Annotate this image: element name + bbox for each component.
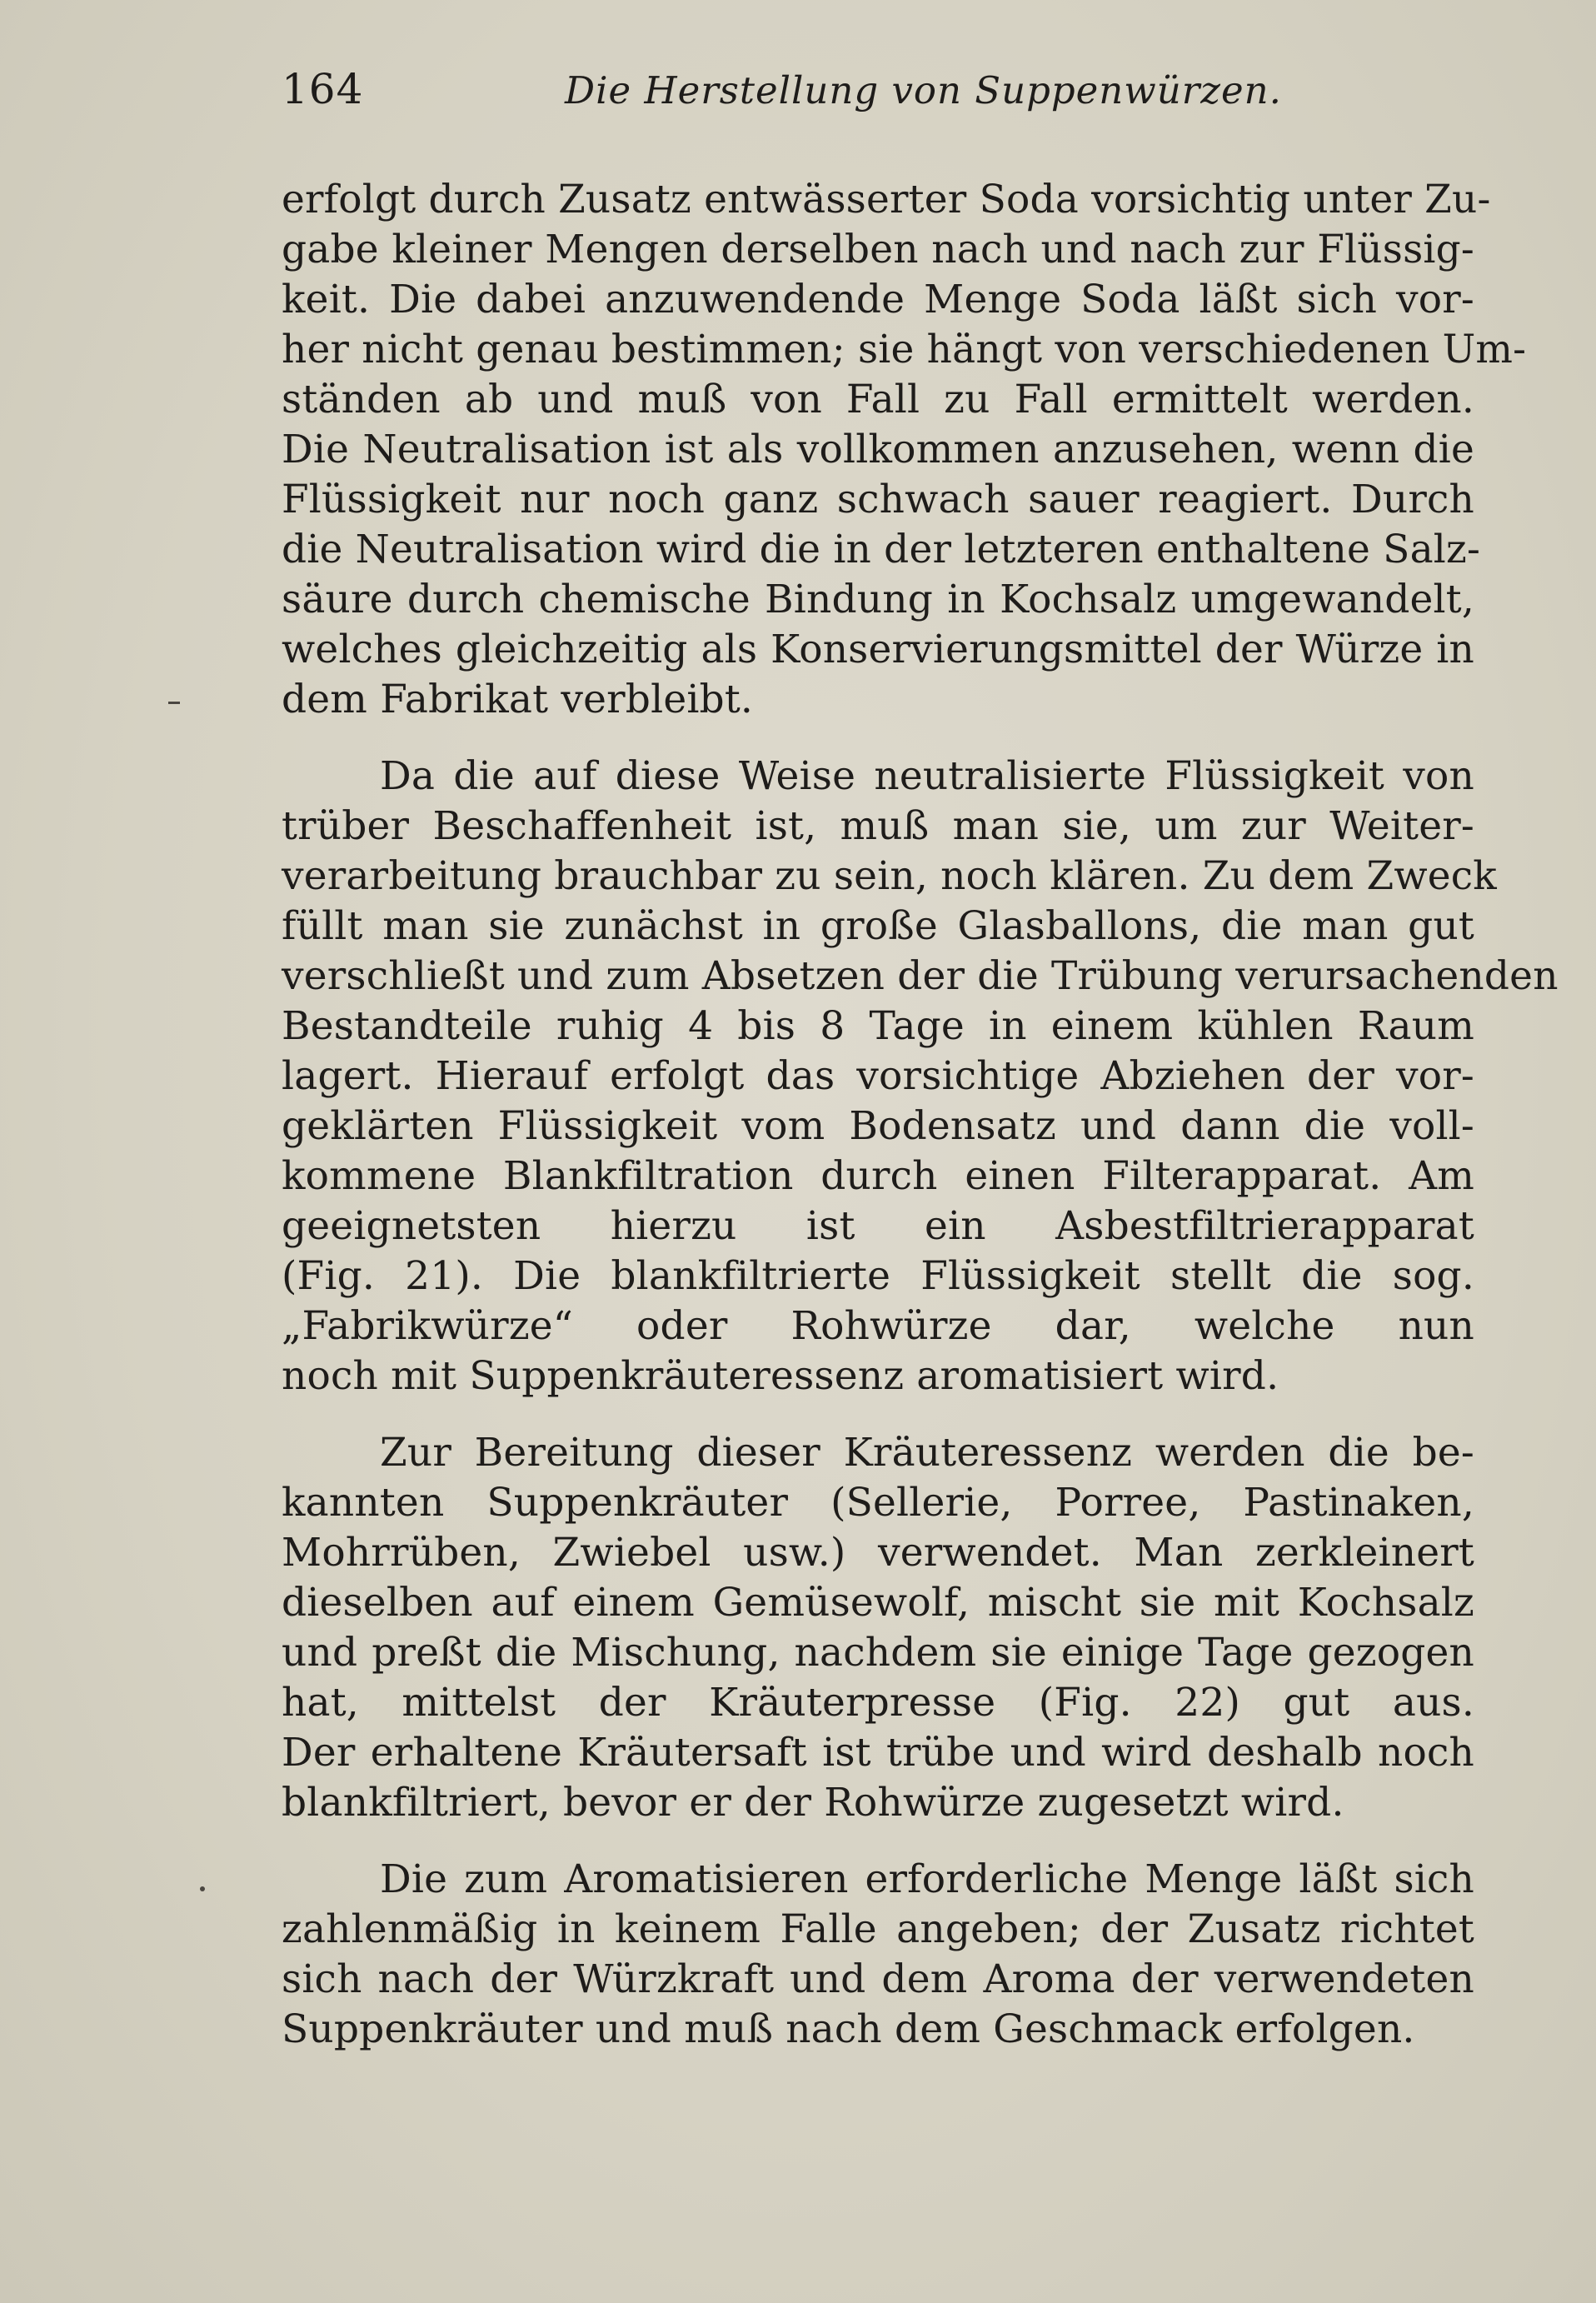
text-line: kannten Suppenkräuter (Sellerie, Porree, Pastinaken,: [282, 1480, 1474, 1526]
text-line: säure durch chemische Bindung in Kochsalz umgewandelt,: [282, 577, 1474, 622]
margin-mark: [168, 702, 180, 704]
text-line: Mohrrüben, Zwiebel usw.) verwendet. Man zerkleinert: [282, 1530, 1474, 1576]
paragraph-gap: [282, 725, 1474, 752]
text-line: geklärten Flüssigkeit vom Bodensatz und dann die voll-: [282, 1103, 1474, 1149]
running-title: Die Herstellung von Suppenwürzen.: [565, 68, 1282, 112]
text-line: her nicht genau bestimmen; sie hängt von verschiedenen Um-: [282, 327, 1527, 372]
text-line: Der erhaltene Kräutersaft ist trübe und wird deshalb noch: [282, 1730, 1474, 1776]
paragraph-1: [282, 175, 1527, 725]
text-line: erfolgt durch Zusatz entwässerter Soda vorsichtig unter Zu-: [282, 177, 1491, 222]
text-line: sich nach der Würzkraft und dem Aroma der verwendeten: [282, 1956, 1474, 2002]
body-text: [282, 175, 1559, 2055]
text-line: ständen ab und muß von Fall zu Fall ermittelt werden.: [282, 377, 1474, 422]
text-line: Bestandteile ruhig 4 bis 8 Tage in einem kühlen Raum: [282, 1003, 1474, 1049]
text-line: (Fig. 21). Die blankfiltrierte Flüssigkeit stellt die sog.: [282, 1253, 1474, 1299]
text-line: zahlenmäßig in keinem Falle angeben; der Zusatz richtet: [282, 1906, 1474, 1952]
text-line: keit. Die dabei anzuwendende Menge Soda läßt sich vor-: [282, 277, 1474, 322]
text-line: Die zum Aromatisieren erforderliche Menge läßt sich: [380, 1856, 1474, 1902]
margin-mark: [200, 1886, 205, 1891]
text-line: blankfiltriert, bevor er der Rohwürze zugesetzt wird.: [282, 1780, 1344, 1826]
text-line: hat, mittelst der Kräuterpresse (Fig. 22) gut aus.: [282, 1680, 1474, 1726]
text-line: Die Neutralisation ist als vollkommen anzusehen, wenn die: [282, 427, 1474, 472]
text-line: verarbeitung brauchbar zu sein, noch klären. Zu dem Zweck: [282, 853, 1497, 899]
page-number: 164: [282, 65, 364, 113]
paragraph-4: [282, 1855, 1474, 2055]
text-line: „Fabrikwürze“ oder Rohwürze dar, welche nun: [282, 1303, 1474, 1349]
text-line: verschließt und zum Absetzen der die Trübung verursachenden: [282, 953, 1559, 999]
page-header: [282, 58, 1473, 125]
paragraph-2: [282, 752, 1559, 1401]
text-line: geeignetsten hierzu ist ein Asbestfiltrierapparat: [282, 1203, 1474, 1249]
text-line: füllt man sie zunächst in große Glasballons, die man gut: [282, 903, 1474, 949]
text-line: Suppenkräuter und muß nach dem Geschmack erfolgen.: [282, 2006, 1415, 2052]
paragraph-gap: [282, 1828, 1474, 1855]
text-line: trüber Beschaffenheit ist, muß man sie, um zur Weiter-: [282, 803, 1474, 849]
text-line: noch mit Suppenkräuteressenz aromatisiert wird.: [282, 1353, 1279, 1399]
paragraph-gap: [282, 1401, 1474, 1428]
text-line: die Neutralisation wird die in der letzteren enthaltene Salz-: [282, 527, 1481, 572]
text-line: welches gleichzeitig als Konservierungsmittel der Würze in: [282, 627, 1474, 672]
text-line: lagert. Hierauf erfolgt das vorsichtige Abziehen der vor-: [282, 1053, 1474, 1099]
text-line: gabe kleiner Mengen derselben nach und nach zur Flüssig-: [282, 227, 1474, 272]
text-line: und preßt die Mischung, nachdem sie einige Tage gezogen: [282, 1630, 1474, 1676]
text-line: kommene Blankfiltration durch einen Filterapparat. Am: [282, 1153, 1474, 1199]
text-line: dieselben auf einem Gemüsewolf, mischt sie mit Kochsalz: [282, 1580, 1474, 1626]
text-line: dem Fabrikat verbleibt.: [282, 677, 754, 722]
text-line: Flüssigkeit nur noch ganz schwach sauer reagiert. Durch: [282, 477, 1474, 522]
text-line: Da die auf diese Weise neutralisierte Flüssigkeit von: [380, 753, 1474, 799]
text-line: Zur Bereitung dieser Kräuteressenz werden die be-: [380, 1430, 1474, 1476]
paragraph-3: [282, 1428, 1474, 1828]
